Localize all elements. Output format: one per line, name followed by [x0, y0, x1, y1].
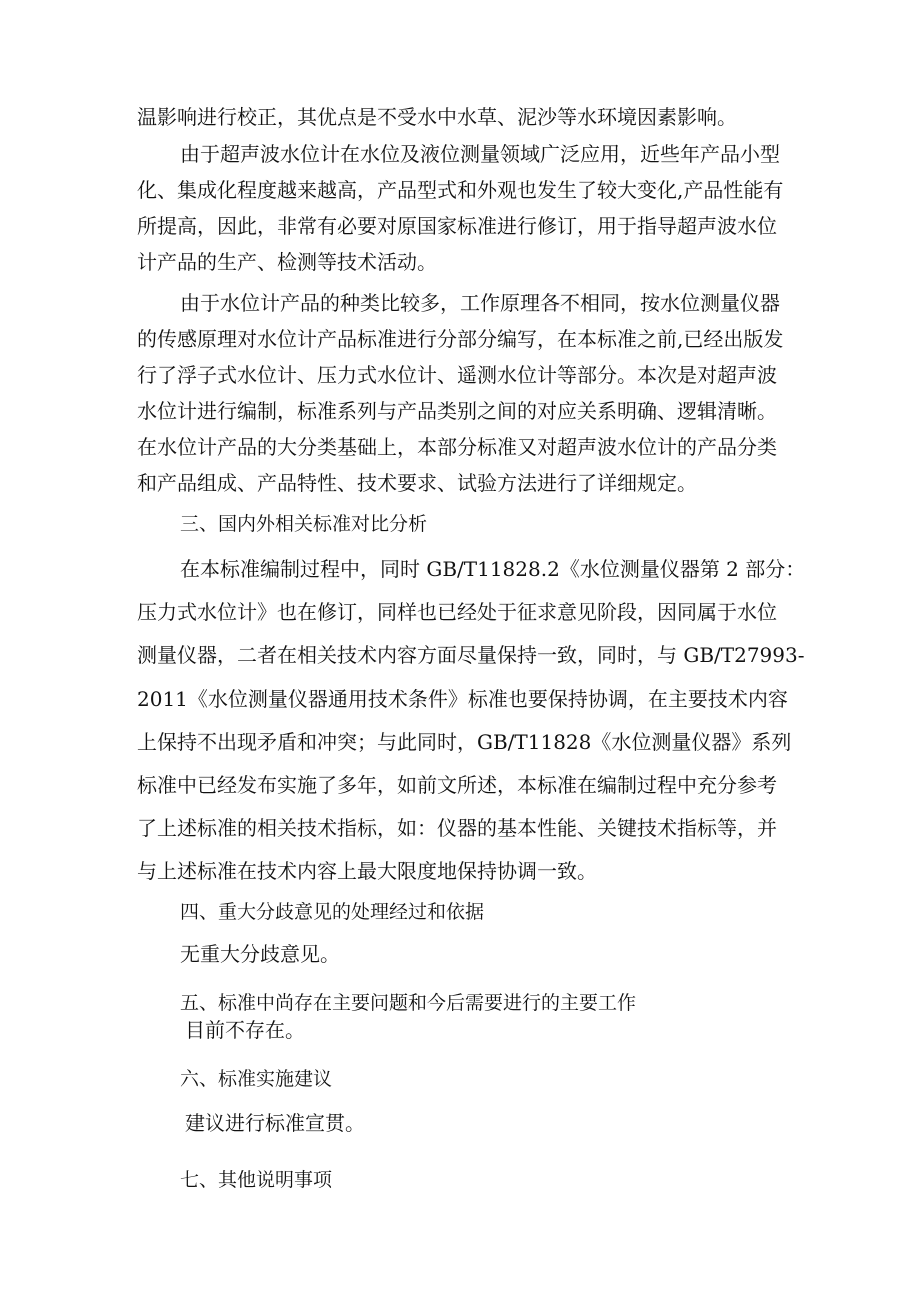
paragraph-3-line-4: 水位计进行编制，标准系列与产品类别之间的对应关系明确、逻辑清晰。: [137, 399, 777, 423]
paragraph-3-line-1: 由于水位计产品的种类比较多，工作原理各不相同，按水位测量仪器: [180, 291, 780, 315]
paragraph-2-line-3: 所提高，因此，非常有必要对原国家标准进行修订，用于指导超声波水位: [137, 214, 777, 238]
section-3-line-4: 2011《水位测量仪器通用技术条件》标准也要保持协调，在主要技术内容: [137, 687, 788, 711]
section-3-heading: 三、国内外相关标准对比分析: [180, 513, 428, 535]
paragraph-3-line-3: 行了浮子式水位计、压力式水位计、遥测水位计等部分。本次是对超声波: [137, 363, 777, 387]
paragraph-2-line-4: 计产品的生产、检测等技术活动。: [137, 250, 437, 274]
section-3-line-7: 了上述标准的相关技术指标，如：仪器的基本性能、关键技术指标等，并: [137, 816, 777, 840]
paragraph-2-line-2: 化、集成化程度越来越高，产品型式和外观也发生了较大变化,产品性能有: [137, 178, 784, 202]
paragraph-1-line-1: 温影响进行校正，其优点是不受水中水草、泥沙等水环境因素影响。: [137, 105, 737, 129]
section-3-line-6: 标准中已经发布实施了多年，如前文所述，本标准在编制过程中充分参考: [137, 773, 777, 797]
section-4-body: 无重大分歧意见。: [180, 942, 340, 966]
section-3-line-2: 压力式水位计》也在修订，同样也已经处于征求意见阶段，因同属于水位: [137, 600, 777, 624]
paragraph-3-line-6: 和产品组成、产品特性、技术要求、试验方法进行了详细规定。: [137, 471, 697, 495]
section-7-heading: 七、其他说明事项: [180, 1169, 333, 1191]
section-3-line-1: 在本标准编制过程中，同时 GB/T11828.2《水位测量仪器第 2 部分：: [180, 557, 806, 581]
paragraph-2-line-1: 由于超声波水位计在水位及液位测量领域广泛应用，近些年产品小型: [180, 142, 780, 166]
section-4-heading: 四、重大分歧意见的处理经过和依据: [180, 901, 485, 923]
paragraph-3-line-5: 在水位计产品的大分类基础上，本部分标准又对超声波水位计的产品分类: [137, 435, 777, 459]
section-6-body: 建议进行标准宣贯。: [185, 1111, 365, 1135]
section-3-line-8: 与上述标准在技术内容上最大限度地保持协调一致。: [137, 859, 597, 883]
section-5-body: 目前不存在。: [185, 1018, 305, 1042]
section-6-heading: 六、标准实施建议: [180, 1068, 333, 1090]
paragraph-3-line-2: 的传感原理对水位计产品标准进行分部分编写，在本标准之前,已经出版发: [137, 327, 784, 351]
section-3-line-5: 上保持不出现矛盾和冲突；与此同时，GB/T11828《水位测量仪器》系列: [137, 730, 792, 754]
section-3-line-3: 测量仪器，二者在相关技术内容方面尽量保持一致，同时，与 GB/T27993-: [137, 643, 805, 667]
section-5-heading: 五、标准中尚存在主要问题和今后需要进行的主要工作: [180, 992, 637, 1014]
